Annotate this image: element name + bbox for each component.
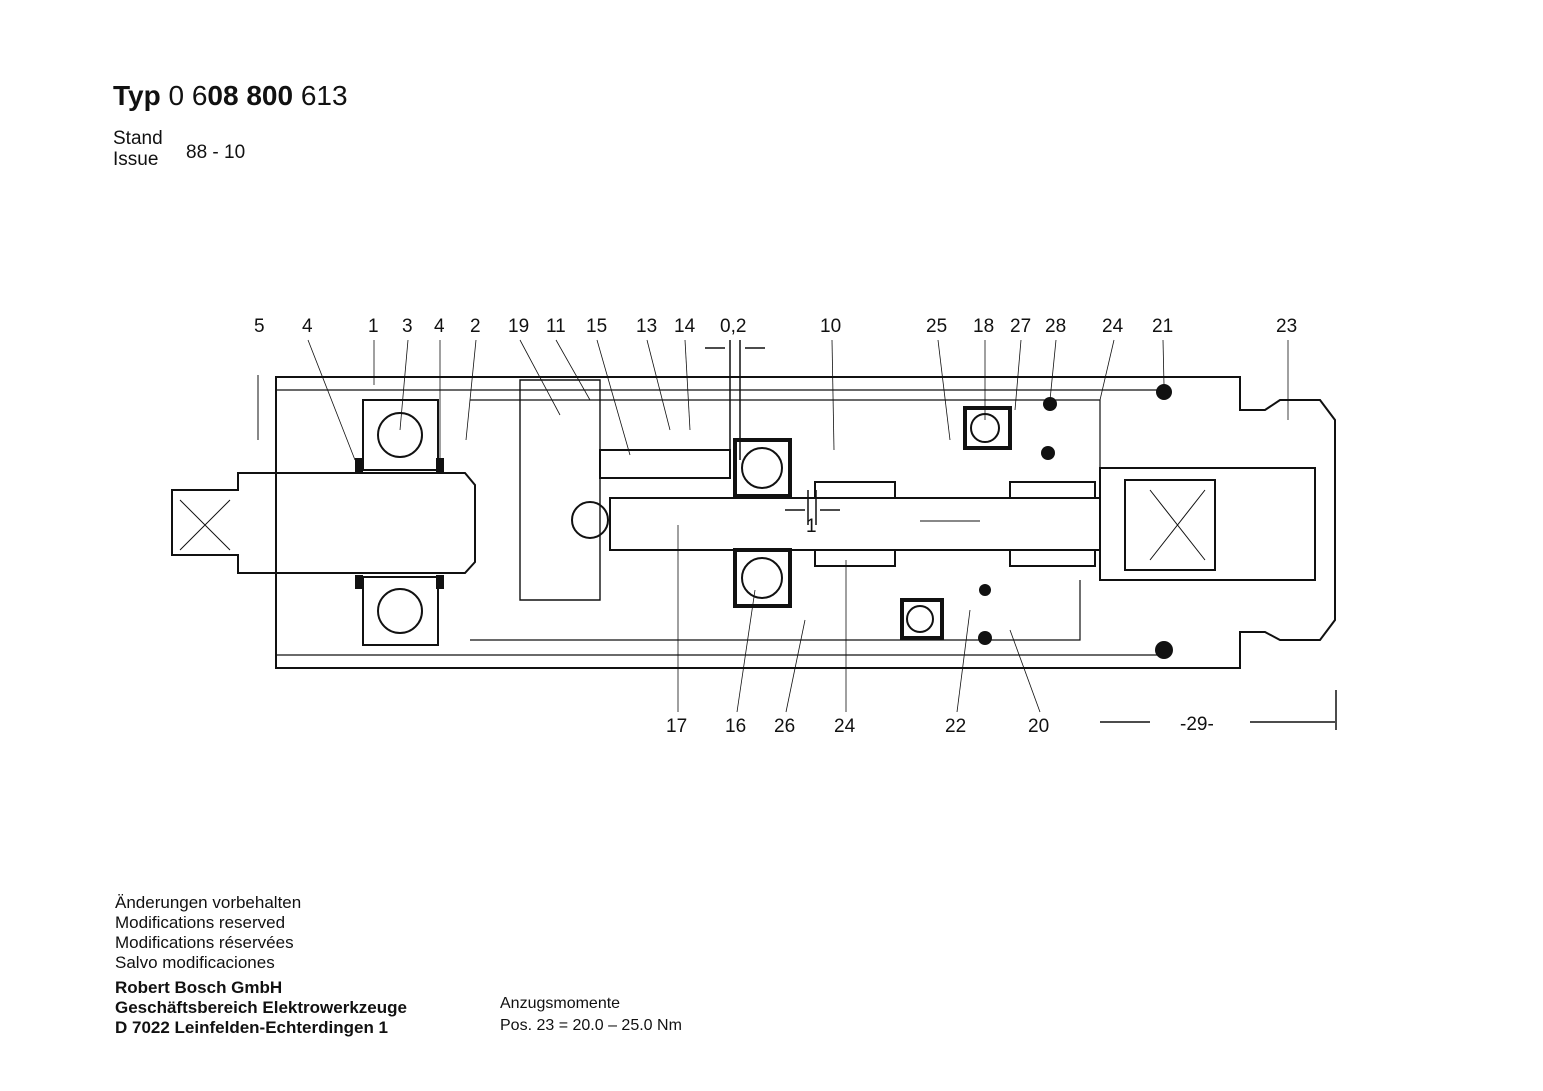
o-ring-c [978,631,992,645]
note-line-es: Salvo modificaciones [115,953,275,972]
o-ring-a [1041,446,1055,460]
o-rings [355,384,1173,659]
square-drive [1125,480,1215,570]
top-callouts [254,316,1297,337]
callout-22: 22 [945,716,967,737]
dimension-marks [705,340,1336,730]
output-spindle [610,498,1100,550]
callout-4b: 4 [434,316,445,337]
housing-outline [172,375,1335,668]
bearing-3-top [363,400,438,470]
circlip-4-c [355,575,363,589]
bearings [363,400,1010,645]
bearing-16-top-ball [742,448,782,488]
bearing-16-bottom-ball [742,558,782,598]
bottom-callouts [666,714,1214,737]
company-location: D 7022 Leinfelden-Echterdingen 1 [115,1018,389,1037]
needle-bearing-3 [1010,482,1095,498]
callout-20: 20 [1028,716,1050,737]
callout-26: 26 [774,716,796,737]
bearing-3-bottom-ball [378,589,422,633]
o-ring-22 [979,584,991,596]
input-shaft [172,473,475,573]
needle-bearing-4 [1010,550,1095,566]
note-line-fr: Modifications réservées [115,933,294,952]
drive-socket [1100,468,1315,580]
needle-bearing-2 [815,550,895,566]
company-address [115,978,407,1038]
circlip-4-a [355,458,363,472]
o-ring-b [1155,641,1173,659]
circlip-4-d [436,575,444,589]
modification-notes [115,893,301,973]
callout-0-2: 0,2 [720,316,747,337]
callout-14: 14 [674,316,696,337]
callout-2: 2 [470,316,481,337]
circlip-4-b [436,458,444,472]
title-prefix: Typ [113,80,161,111]
bearing-3-bottom [363,577,438,645]
callout-19: 19 [508,316,530,337]
callout-4a: 4 [302,316,313,337]
gap-label: 1 [806,516,817,537]
company-division: Geschäftsbereich Elektrowerkzeuge [115,998,407,1017]
callout-15: 15 [586,316,608,337]
callout-24a: 24 [1102,316,1124,337]
company-name: Robert Bosch GmbH [115,978,283,997]
callout-24b: 24 [834,716,856,737]
callout-3: 3 [402,316,413,337]
note-line-en: Modifications reserved [115,913,286,932]
torque-spec [500,993,682,1037]
callout-23: 23 [1276,316,1298,337]
issue-date: 88 - 10 [186,142,246,163]
callout-5: 5 [254,316,265,337]
bearing-3-top-ball [378,413,422,457]
issue-label: Issue [113,149,159,170]
torque-heading: Anzugsmomente [500,995,621,1012]
callout-29: -29- [1180,714,1214,735]
gear-block [520,380,600,600]
torque-line: Pos. 23 = 20.0 – 25.0 Nm [500,1017,682,1034]
callout-11: 11 [546,316,566,337]
o-ring-21 [1156,384,1172,400]
callout-18: 18 [973,316,995,337]
title-part-3: 613 [300,80,348,111]
stand-label: Stand [113,128,163,149]
callout-1: 1 [368,316,379,337]
pinion-shaft [600,450,730,478]
bearing-19-ball [572,502,608,538]
callout-21: 21 [1152,316,1174,337]
leader-lines [308,340,1288,712]
callout-10: 10 [820,316,842,337]
bearing-lower-ball [907,606,933,632]
dimension-29 [1100,690,1336,730]
callout-28: 28 [1045,316,1067,337]
gear-housing-top [470,400,1100,470]
callout-27: 27 [1010,316,1032,337]
callout-17: 17 [666,716,688,737]
title-part-1: 0 6 [168,80,208,111]
input-square-cross [180,500,230,550]
callout-25: 25 [926,316,948,337]
title-part-2: 08 800 [207,80,294,111]
needle-bearing-1 [815,482,895,498]
callout-13: 13 [636,316,658,337]
note-line-de: Änderungen vorbehalten [115,893,302,912]
callout-16: 16 [725,716,747,737]
square-drive-cross [1150,490,1205,560]
